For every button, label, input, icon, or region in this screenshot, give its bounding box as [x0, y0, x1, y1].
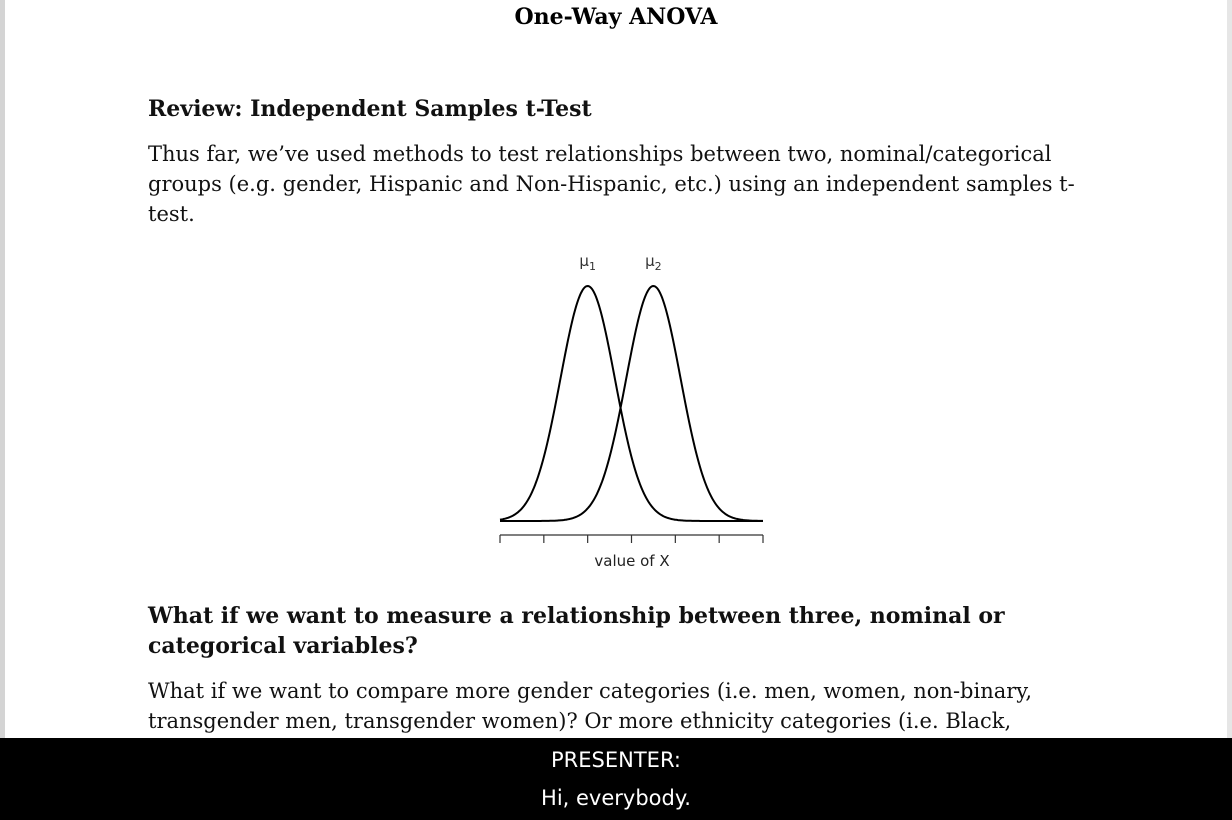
mu1-label: $\mu_1$ — [579, 252, 596, 273]
mu2-label: $\mu_2$ — [645, 252, 662, 273]
section-paragraph-three-variables: What if we want to compare more gender categories (i.e. men, women, non-binary, transgender men, transgender women)? Or more ethnicity categories (i.e. Black, — [148, 679, 1033, 733]
caption-text: Hi, everybody. — [541, 786, 691, 810]
section-heading-three-variables: What if we want to measure a relationship between three, nominal or categorical variables? — [148, 603, 1005, 659]
x-axis-label: value of X — [594, 552, 670, 570]
caption-speaker: PRESENTER: — [551, 748, 681, 772]
section-heading-review: Review: Independent Samples t-Test — [148, 96, 592, 122]
distribution-curve-2 — [500, 286, 763, 521]
section-paragraph-review: Thus far, we’ve used methods to test relationships between two, nominal/categorical groups (e.g. gender, Hispanic and Non-Hispanic, etc.) using an independent samples t-test. — [148, 142, 1075, 226]
document-page — [5, 0, 1227, 820]
distribution-curve-1 — [500, 286, 763, 521]
caption-bar — [0, 738, 1232, 820]
normal-distributions-figure — [493, 245, 773, 575]
document-title: One-Way ANOVA — [514, 4, 718, 30]
page-edge-scrollbar — [1227, 0, 1232, 820]
distribution-chart — [493, 245, 773, 575]
x-axis — [500, 535, 763, 543]
